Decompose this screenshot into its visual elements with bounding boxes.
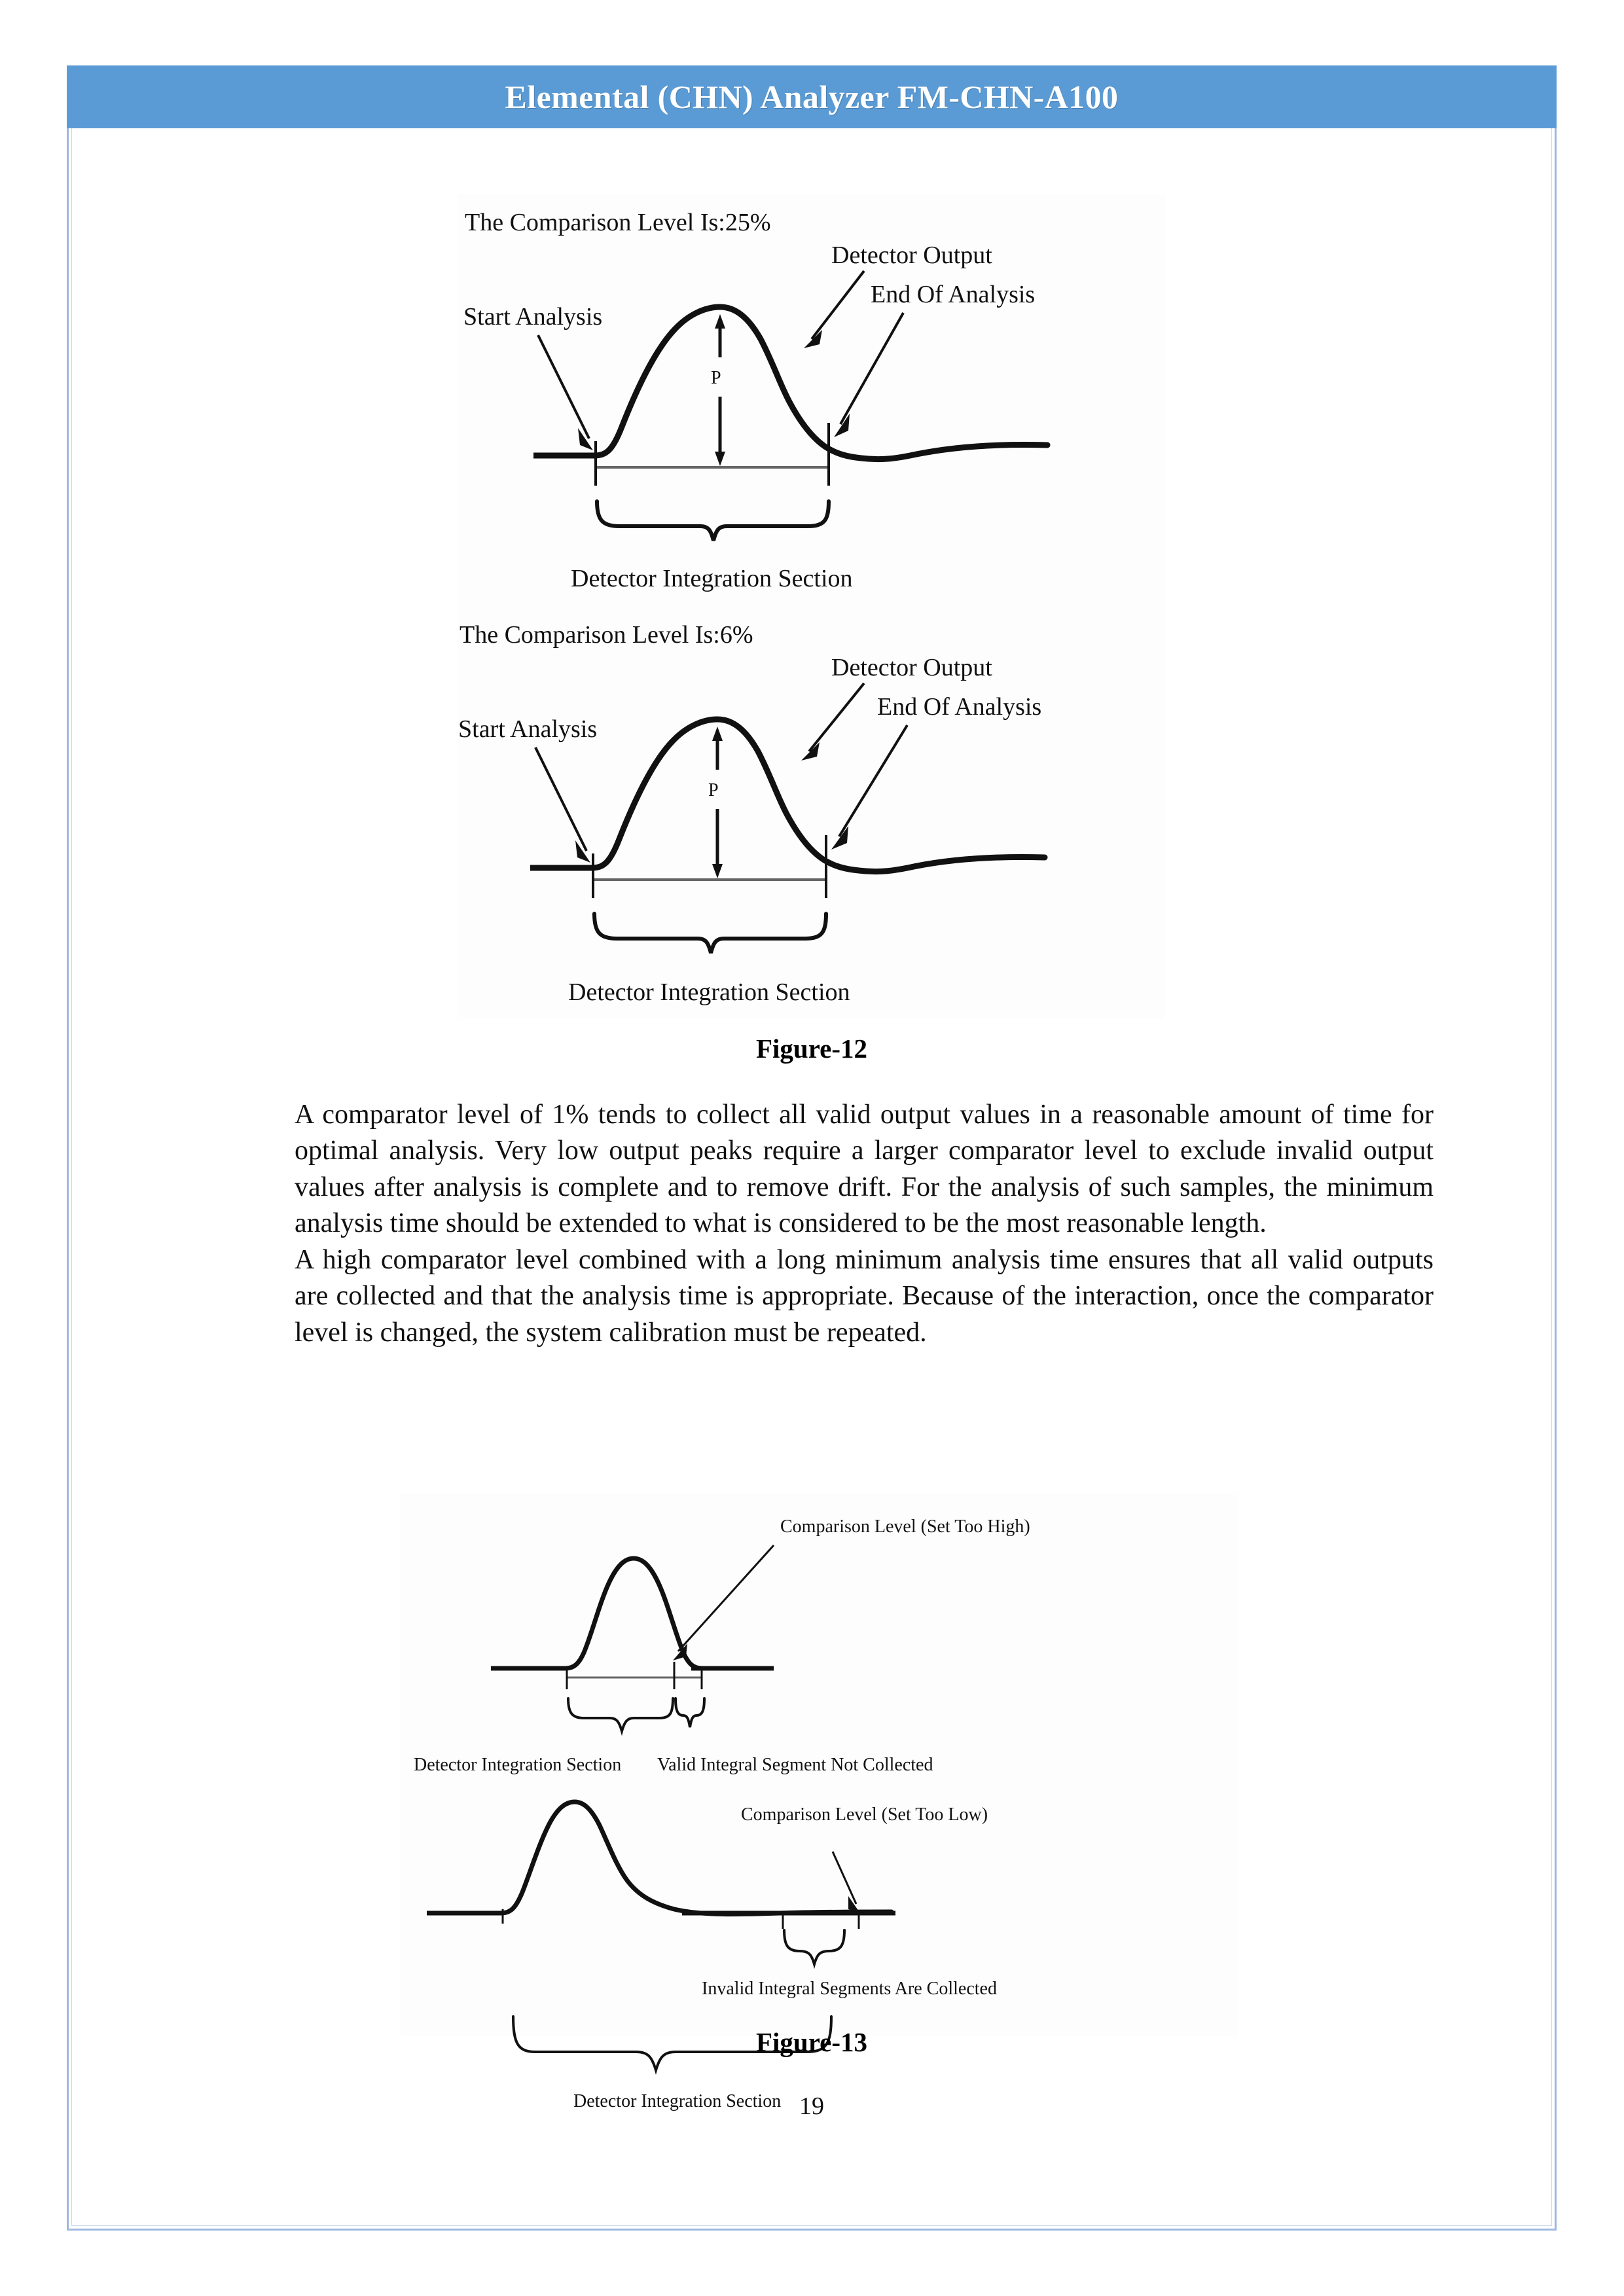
invalid-segments-label: Invalid Integral Segments Are Collected [702, 1979, 997, 1999]
figure-12-caption: Figure-12 [755, 1033, 868, 1064]
comparison-level-too-high-label: Comparison Level (Set Too High) [780, 1516, 1030, 1537]
integration-section-label-top: Detector Integration Section [571, 565, 853, 592]
end-analysis-label-top: End Of Analysis [871, 281, 1036, 308]
integration-section-label-bottom: Detector Integration Section [568, 978, 850, 1006]
integration-section-label-high: Detector Integration Section [414, 1755, 622, 1775]
paragraph-2: A high comparator level combined with a long minimum analysis time ensures that all valid outputs are collected and that the analysis time is appropriate. Because of the interaction, once the comparator level is changed, the system calibration must be repeated. [295, 1244, 1434, 1348]
body-text-block [295, 1097, 1434, 1351]
figure-12-image [458, 194, 1165, 1018]
paragraph-1: A comparator level of 1% tends to collect all valid output values in a reasonable amount of time for optimal analysis. Very low output peaks require a larger comparator level to exclude invalid output values after analysis is complete and to remove drift. For the analysis of such samples, the minimum analysis time should be extended to what is considered to be the most reasonable length. [295, 1100, 1434, 1239]
comparison-level-label-25: The Comparison Level Is:25% [465, 209, 771, 236]
page-title: Elemental (CHN) Analyzer FM-CHN-A100 [505, 79, 1119, 115]
valid-segment-not-collected-label: Valid Integral Segment Not Collected [657, 1755, 933, 1775]
peak-label-bottom: P [708, 780, 719, 800]
page-number: 19 [799, 2092, 824, 2120]
start-analysis-label-bottom: Start Analysis [458, 715, 598, 743]
end-analysis-label-bottom: End Of Analysis [877, 693, 1042, 721]
peak-label-top: P [711, 368, 721, 388]
comparison-level-label-6: The Comparison Level Is:6% [460, 621, 753, 649]
figure-12-svg [458, 194, 1165, 1018]
start-analysis-label-top: Start Analysis [463, 303, 603, 331]
detector-output-label-bottom: Detector Output [831, 654, 992, 681]
comparison-level-too-low-label: Comparison Level (Set Too Low) [741, 1804, 988, 1825]
detector-output-label-top: Detector Output [831, 242, 992, 269]
header-banner [67, 65, 1557, 128]
integration-section-label-low: Detector Integration Section [573, 2091, 782, 2111]
page-content [67, 128, 1557, 2231]
figure-13-caption: Figure-13 [755, 2027, 868, 2057]
